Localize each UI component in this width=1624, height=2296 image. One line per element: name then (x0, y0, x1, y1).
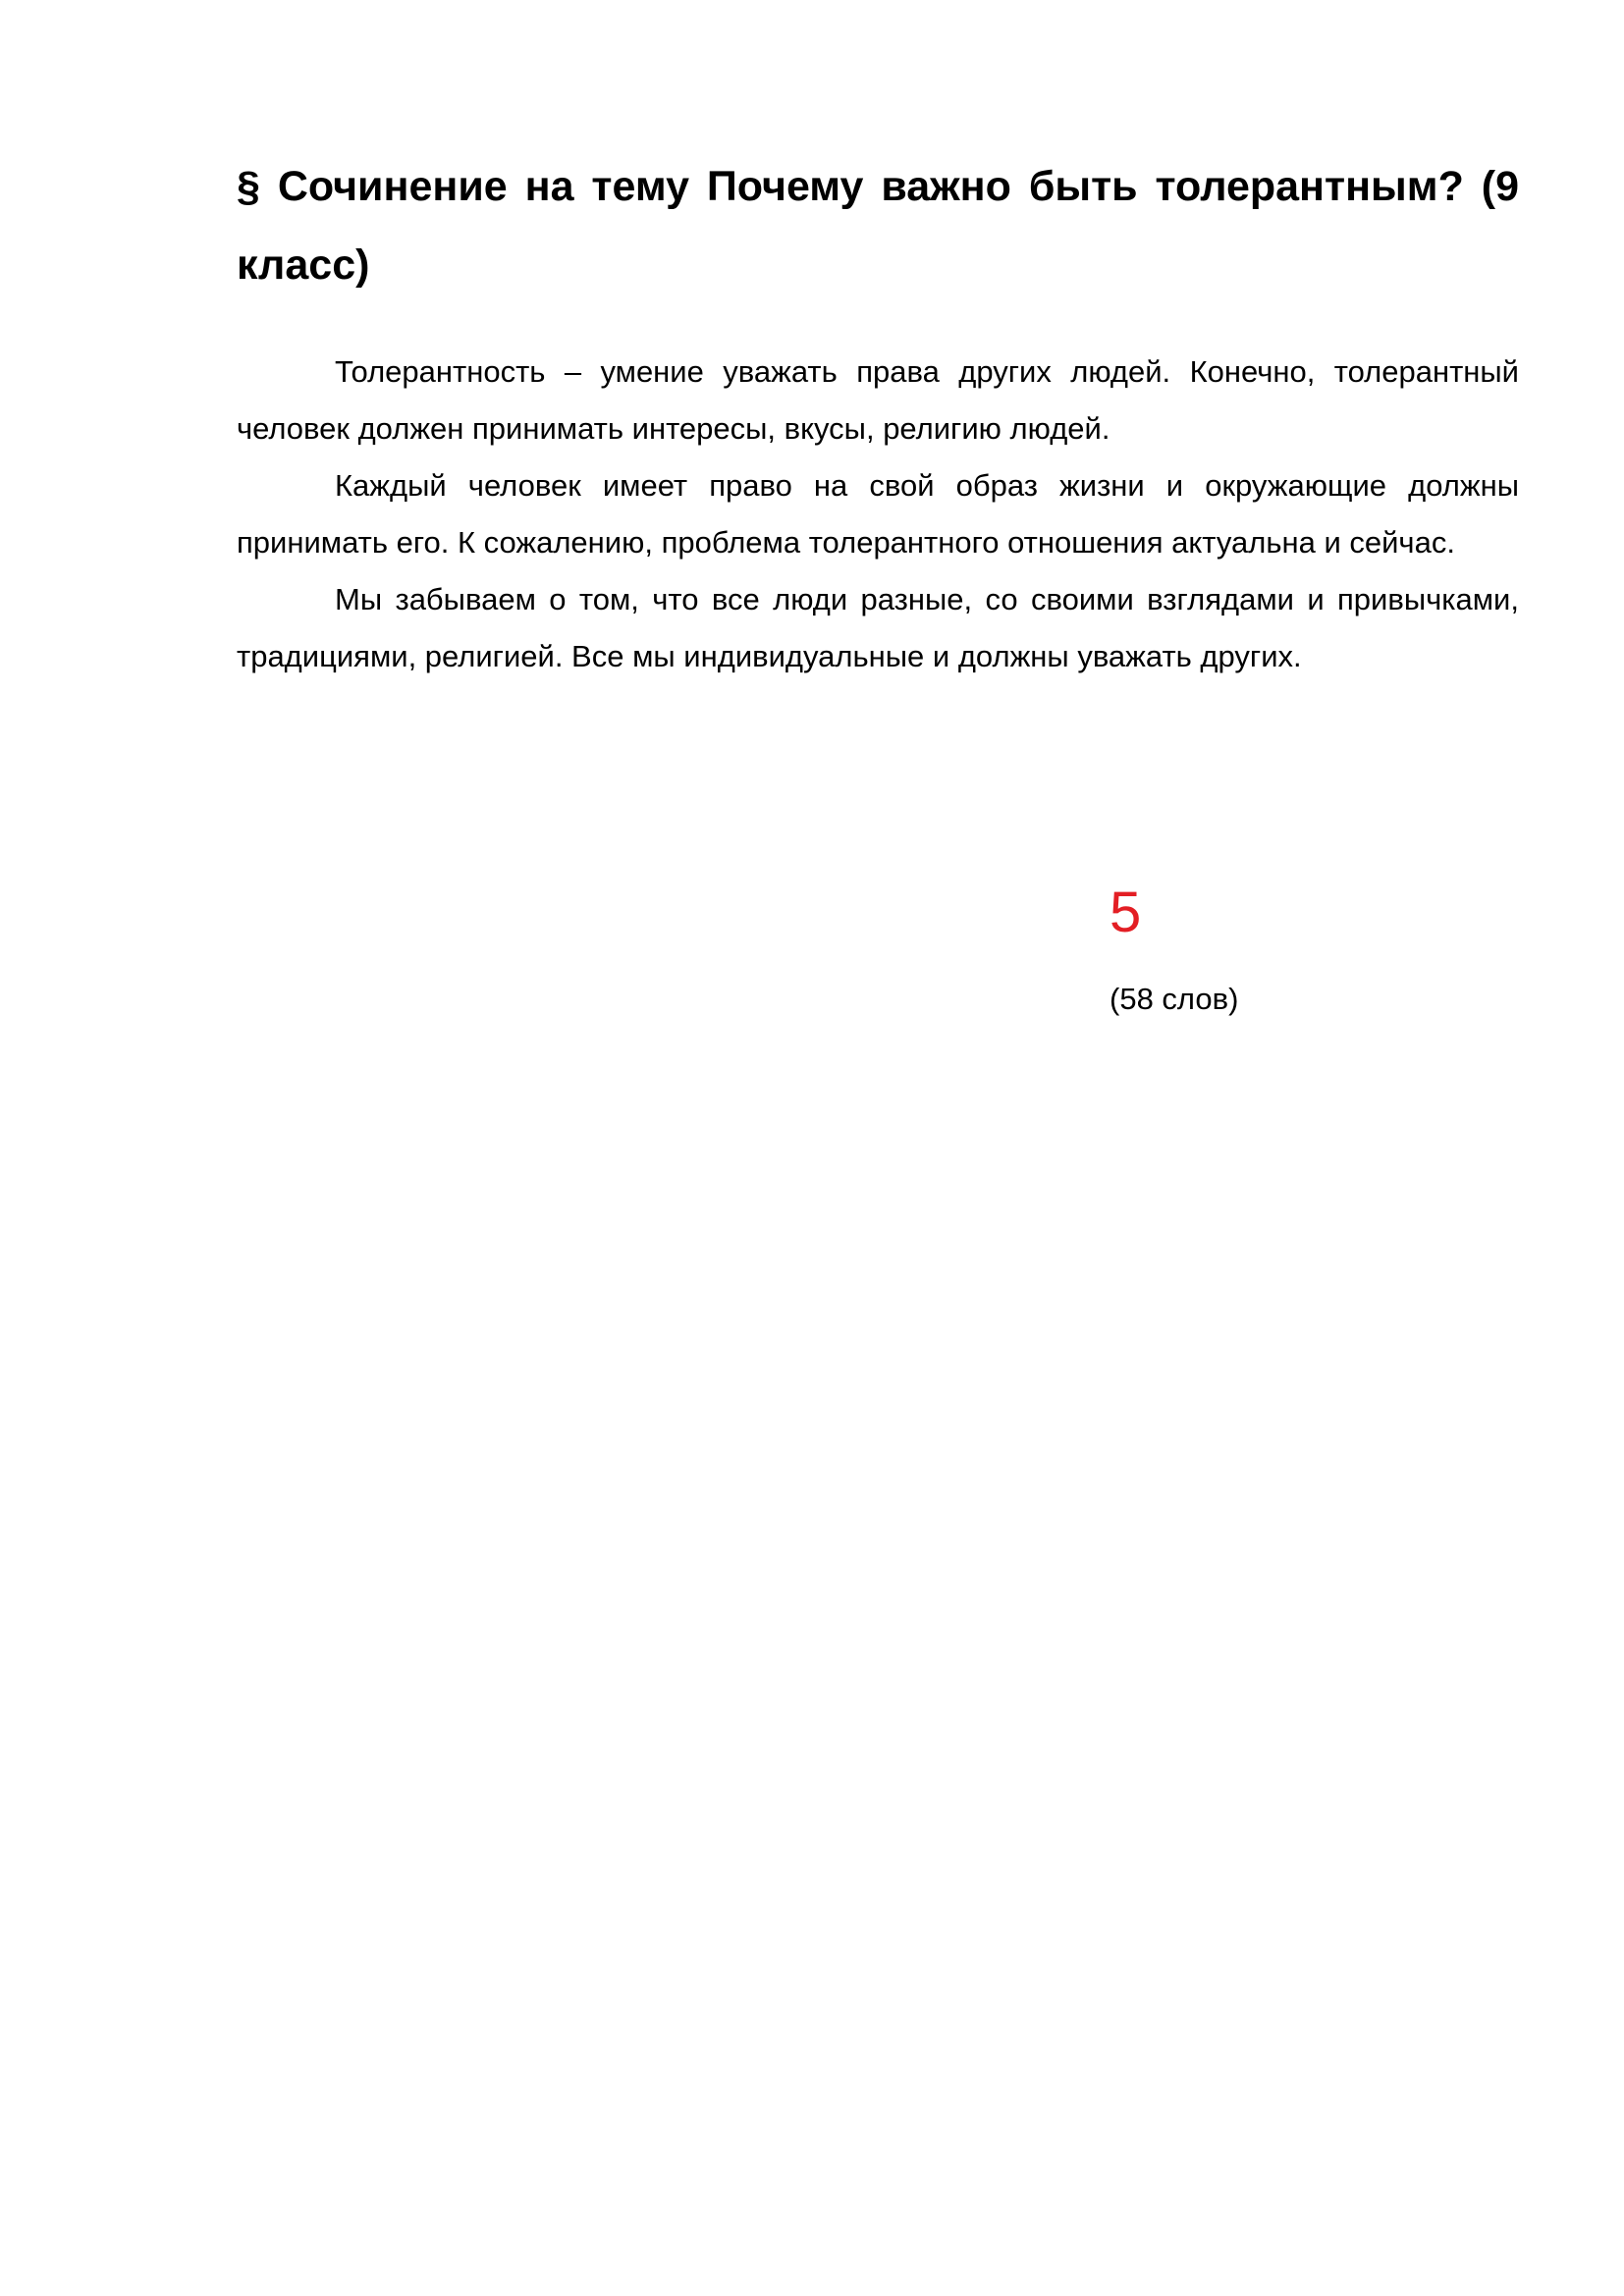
essay-body (237, 344, 1519, 685)
word-count: (58 слов) (1110, 982, 1239, 1016)
essay-paragraph-1: Толерантность – умение уважать права других людей. Конечно, толерантный человек должен принимать интересы, вкусы, религию людей. (237, 354, 1519, 446)
essay-paragraph-2: Каждый человек имеет право на свой образ жизни и окружающие должны принимать его. К сожалению, проблема толерантного отношения актуальна и сейчас. (237, 468, 1519, 560)
grade-mark: 5 (1110, 881, 1142, 944)
document-content (237, 147, 1519, 685)
essay-paragraph-3: Мы забываем о том, что все люди разные, со своими взглядами и привычками, традициями, религией. Все мы индивидуальные и должны уважать других. (237, 582, 1519, 673)
essay-title: § Сочинение на тему Почему важно быть толерантным? (9 класс) (237, 163, 1519, 289)
